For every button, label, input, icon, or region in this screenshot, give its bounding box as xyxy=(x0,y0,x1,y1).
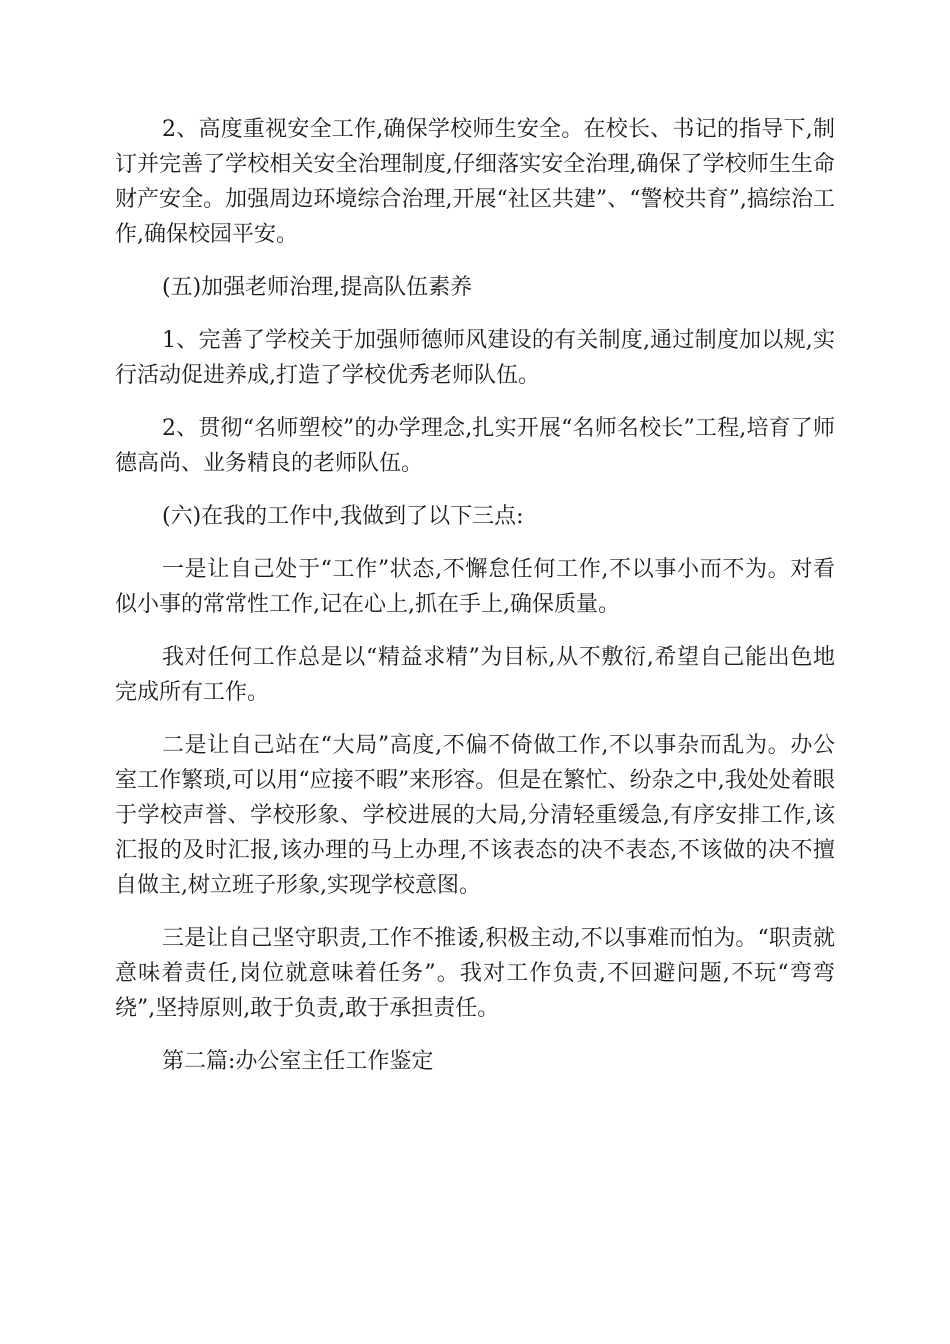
paragraph-safety-work: 2、高度重视安全工作,确保学校师生安全。在校长、书记的指导下,制订并完善了学校相关安全治理制度,仔细落实安全治理,确保了学校师生生命财产安全。加强周边环境综合治理,开展“社区共建”、“警校共育”,搞综治工作,确保校园平安。 xyxy=(115,117,835,247)
section-heading-5: (五)加强老师治理,提高队伍素养 xyxy=(162,275,473,300)
paragraph-point-one: 一是让自己处于“工作”状态,不懈怠任何工作,不以事小而不为。对看似小事的常常性工作,记在心上,抓在手上,确保质量。 xyxy=(115,557,835,617)
paragraph-ethics-system: 1、完善了学校关于加强师德师风建设的有关制度,通过制度加以规,实行活动促进养成,打造了学校优秀老师队伍。 xyxy=(115,328,835,388)
paragraph-point-three: 三是让自己坚守职责,工作不推诿,积极主动,不以事难而怕为。“职责就意味着责任,岗位就意味着任务”。我对工作负责,不回避问题,不玩“弯弯绕”,坚持原则,敢于负责,敢于承担责任。 xyxy=(115,926,835,1021)
paragraph-excellence: 我对任何工作总是以“精益求精”为目标,从不敷衍,希望自己能出色地完成所有工作。 xyxy=(115,645,835,705)
paragraph-famous-teacher: 2、贯彻“名师塑校”的办学理念,扎实开展“名师名校长”工程,培育了师德高尚、业务精良的老师队伍。 xyxy=(115,416,835,476)
chapter-heading-second: 第二篇:办公室主任工作鉴定 xyxy=(162,1049,434,1074)
section-heading-6: (六)在我的工作中,我做到了以下三点: xyxy=(162,504,524,529)
document-body xyxy=(115,112,835,1097)
paragraph-point-two: 二是让自己站在“大局”高度,不偏不倚做工作,不以事杂而乱为。办公室工作繁琐,可以用“应接不暇”来形容。但是在繁忙、纷杂之中,我处处着眼于学校声誉、学校形象、学校进展的大局,分清轻重缓急,有序安排工作,该汇报的及时汇报,该办理的马上办理,不该表态的决不表态,不该做的决不擅自做主,树立班子形象,实现学校意图。 xyxy=(115,733,835,898)
